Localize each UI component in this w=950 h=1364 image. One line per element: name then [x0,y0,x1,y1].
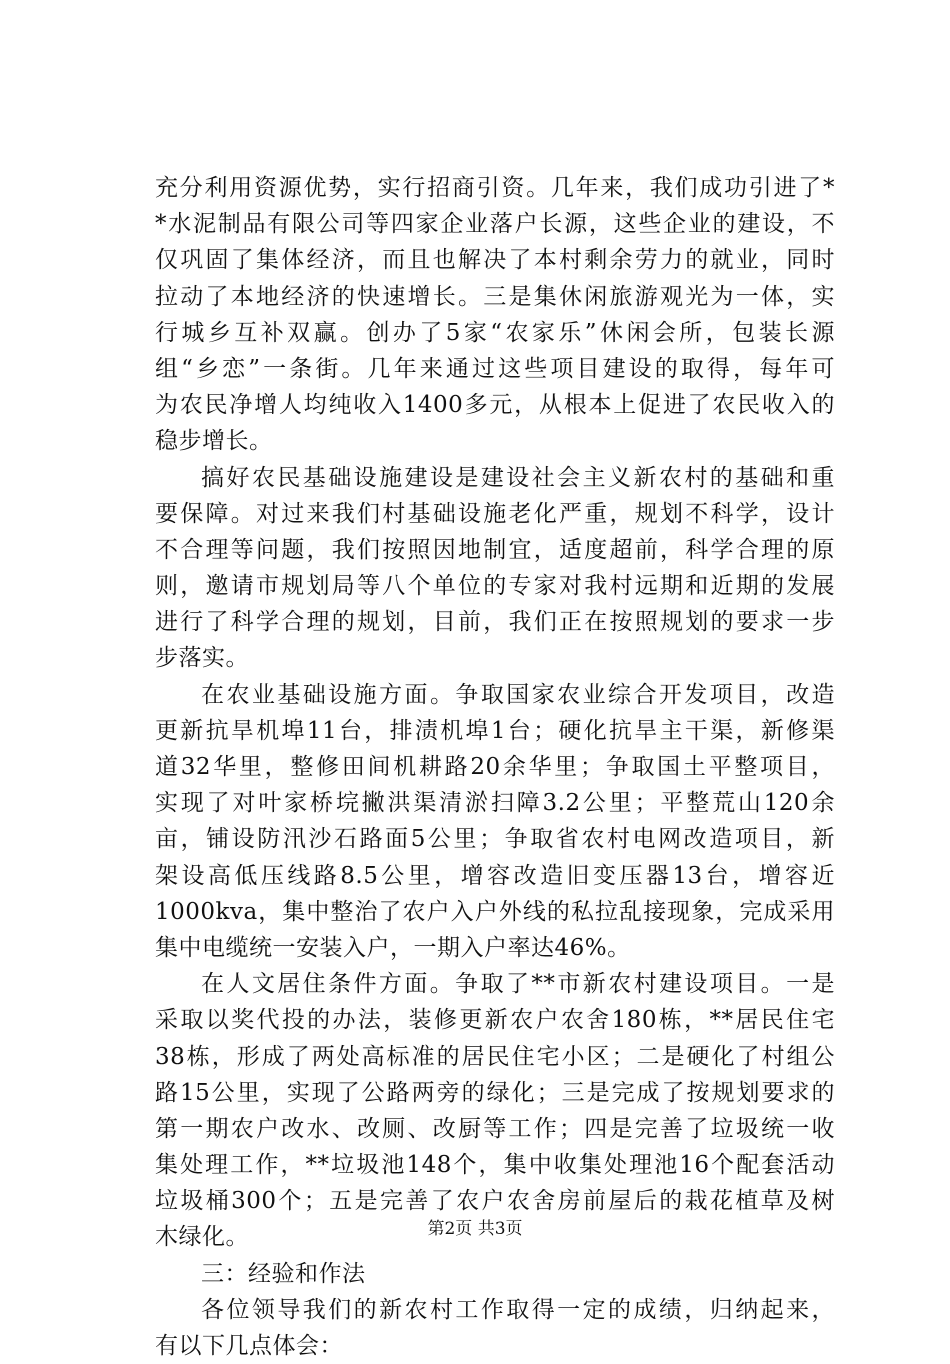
text-line: 稳步增长。 [155,428,273,455]
text-line: 仅巩固了集体经济，而且也解决了本村剩余劳力的就业，同时 [155,247,835,274]
text-line: 进行了科学合理的规划，目前，我们正在按照规划的要求一步 [155,609,835,636]
text-line: 要保障。对过来我们村基础设施老化严重，规划不科学，设计 [155,500,835,527]
text-line: 更新抗旱机埠11台，排渍机埠1台；硬化抗旱主干渠，新修渠 [155,717,835,744]
text-line: 第一期农户改水、改厕、改厨等工作；四是完善了垃圾统一收 [155,1115,835,1142]
text-line: 集中电缆统一安装入户，一期入户率达46%。 [155,934,631,961]
text-line: 步落实。 [155,645,249,672]
text-line: 行城乡互补双赢。创办了5家“农家乐”休闲会所，包装长源 [155,319,835,346]
text-line: 1000kva，集中整治了农户入户外线的私拉乱接现象，完成采用 [155,898,835,925]
text-line: 垃圾桶300个；五是完善了农户农舍房前屋后的栽花植草及树 [155,1188,835,1215]
text-line: 搞好农民基础设施建设是建设社会主义新农村的基础和重 [201,464,835,491]
text-line: 在农业基础设施方面。争取国家农业综合开发项目，改造 [201,681,835,708]
text-line: 各位领导我们的新农村工作取得一定的成绩，归纳起来， [201,1296,835,1323]
text-line: 组“乡恋”一条街。几年来通过这些项目建设的取得，每年可 [155,355,835,382]
text-line: 则，邀请市规划局等八个单位的专家对我村远期和近期的发展 [155,573,835,600]
text-line: 充分利用资源优势，实行招商引资。几年来，我们成功引进了* [155,175,835,201]
text-line: 为农民净增人均纯收入1400多元，从根本上促进了农民收入的 [155,392,835,419]
text-line: 采取以奖代投的办法，装修更新农户农舍180栋，**居民住宅 [155,1007,835,1034]
text-line: 38栋，形成了两处高标准的居民住宅小区；二是硬化了村组公 [155,1043,835,1070]
document-body [155,170,835,1364]
text-line: 路15公里，实现了公路两旁的绿化；三是完成了按规划要求的 [155,1079,835,1106]
text-line: 三：经验和作法 [201,1260,366,1287]
text-line: 木绿化。 [155,1224,249,1251]
text-line: 集处理工作，**垃圾池148个，集中收集处理池16个配套活动 [155,1152,835,1179]
text-line: *水泥制品有限公司等四家企业落户长源，这些企业的建设，不 [155,211,835,238]
text-line: 不合理等问题，我们按照因地制宜，适度超前，科学合理的原 [155,536,835,563]
text-line: 架设高低压线路8.5公里，增容改造旧变压器13台，增容近 [155,862,835,889]
text-line: 道32华里，整修田间机耕路20余华里；争取国土平整项目， [155,754,835,780]
text-line: 有以下几点体会： [155,1333,343,1359]
page-footer: 第2页 共3页 [427,1219,523,1239]
text-line: 拉动了本地经济的快速增长。三是集休闲旅游观光为一体，实 [155,283,835,310]
text-line: 实现了对叶家桥垸撇洪渠清淤扫障3.2公里；平整荒山120余 [155,790,835,817]
text-line: 在人文居住条件方面。争取了**市新农村建设项目。一是 [201,971,835,998]
text-line: 亩，铺设防汛沙石路面5公里；争取省农村电网改造项目，新 [155,826,835,853]
